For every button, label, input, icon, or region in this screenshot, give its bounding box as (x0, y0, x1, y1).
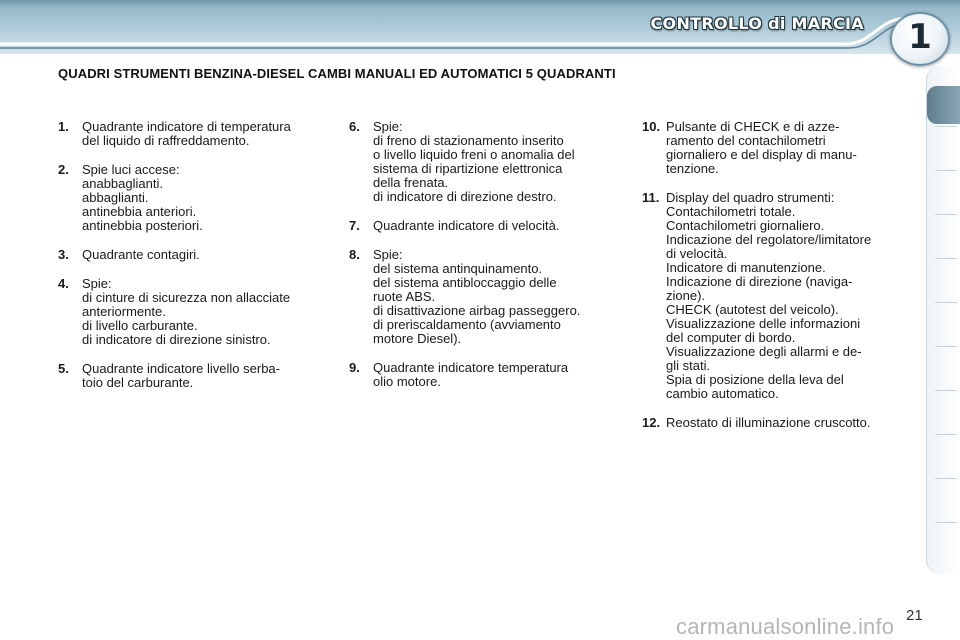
legend-item-text: Visualizzazione degli allarmi e de- (666, 344, 862, 359)
legend-item-text: del sistema antibloccaggio delle (373, 275, 557, 290)
legend-item-text: Quadrante contagiri. (82, 247, 200, 262)
chapter-tab[interactable] (935, 390, 957, 391)
chapter-tab[interactable] (935, 434, 957, 435)
legend-item-number: 10. (642, 119, 661, 134)
legend-item-text: di disattivazione airbag passeggero. (373, 303, 581, 318)
header-swoosh (0, 0, 960, 70)
legend-item-text: Indicatore di manutenzione. (666, 260, 826, 275)
legend-item-number: 1. (58, 119, 69, 134)
legend-item-text: giornaliero e del display di manu- (666, 147, 857, 162)
legend-item-text: Visualizzazione delle informazioni (666, 316, 861, 331)
chapter-tab-active[interactable] (927, 86, 960, 124)
legend-item-text: di indicatore di direzione sinistro. (82, 332, 271, 347)
legend-item (349, 361, 611, 389)
legend-item-number: 12. (642, 415, 661, 430)
legend-item-text: anteriormente. (82, 304, 166, 319)
legend-item-number: 6. (349, 119, 360, 134)
legend-item (349, 120, 611, 204)
legend-item-text: zione). (666, 288, 706, 303)
legend-item (642, 191, 904, 401)
chapter-title: CONTROLLO di MARCIA (650, 14, 864, 33)
legend-item-text: Quadrante indicatore di temperatura (82, 119, 291, 134)
chapter-tab[interactable] (935, 258, 957, 259)
chapter-tab[interactable] (935, 478, 957, 479)
legend-item-number: 8. (349, 247, 360, 262)
legend-item-text: Quadrante indicatore di velocità. (373, 218, 560, 233)
watermark: carmanualsonline.info (676, 614, 895, 639)
legend-item-text: toio del carburante. (82, 375, 194, 390)
legend-item (349, 248, 611, 346)
legend-item-text: di indicatore di direzione destro. (373, 189, 557, 204)
legend-item-text: antinebbia anteriori. (82, 204, 197, 219)
legend-column-1 (58, 120, 320, 405)
legend-item (58, 163, 320, 233)
legend-item-text: Quadrante indicatore livello serba- (82, 361, 280, 376)
legend-item-text: Spie: (82, 276, 112, 291)
page-title: QUADRI STRUMENTI BENZINA-DIESEL CAMBI MANUALI ED AUTOMATICI 5 QUADRANTI (58, 66, 616, 81)
legend-item-text: ramento del contachilometri (666, 133, 826, 148)
legend-item-text: di freno di stazionamento inserito (373, 133, 564, 148)
legend-item-number: 2. (58, 162, 69, 177)
legend-item-text: antinebbia posteriori. (82, 218, 203, 233)
legend-item-number: 5. (58, 361, 69, 376)
chapter-tab[interactable] (935, 170, 957, 171)
legend-item-text: gli stati. (666, 358, 711, 373)
legend-item-text: Indicazione di direzione (naviga- (666, 274, 853, 289)
legend-item (58, 120, 320, 148)
legend-item-text: Contachilometri giornaliero. (666, 218, 825, 233)
legend-item-text: Spia di posizione della leva del (666, 372, 844, 387)
chapter-tab[interactable] (935, 522, 957, 523)
legend-item-number: 9. (349, 360, 360, 375)
chapter-tab[interactable] (935, 302, 957, 303)
chapter-badge (890, 12, 950, 66)
legend-item-text: della frenata. (373, 175, 449, 190)
legend-item-text: Indicazione del regolatore/limitatore (666, 232, 872, 247)
legend-item-text: Reostato di illuminazione cruscotto. (666, 415, 871, 430)
legend-item-number: 3. (58, 247, 69, 262)
legend-item-text: ruote ABS. (373, 289, 436, 304)
legend-item (642, 416, 904, 430)
legend-item-text: di livello carburante. (82, 318, 198, 333)
legend-item-text: Contachilometri totale. (666, 204, 796, 219)
legend-item-text: anabbaglianti. (82, 176, 163, 191)
legend-item-text: tenzione. (666, 161, 719, 176)
chapter-tab[interactable] (935, 346, 957, 347)
chapter-number: 1 (908, 17, 932, 57)
legend-item-text: Pulsante di CHECK e di azze- (666, 119, 840, 134)
legend-item-number: 11. (642, 190, 660, 205)
legend-item-text: di cinture di sicurezza non allacciate (82, 290, 291, 305)
legend-item-text: di preriscaldamento (avviamento (373, 317, 561, 332)
legend-item-text: Display del quadro strumenti: (666, 190, 835, 205)
legend-item-text: Spie: (373, 119, 403, 134)
legend-item (642, 120, 904, 176)
legend-item (58, 362, 320, 390)
legend-item-number: 4. (58, 276, 69, 291)
legend-item-text: Quadrante indicatore temperatura (373, 360, 569, 375)
legend-item-text: motore Diesel). (373, 331, 462, 346)
legend-item (349, 219, 611, 233)
legend-column-3 (642, 120, 904, 445)
legend-item-text: abbaglianti. (82, 190, 149, 205)
legend-item-text: olio motore. (373, 374, 441, 389)
legend-item-text: o livello liquido freni o anomalia del (373, 147, 575, 162)
legend-item (58, 248, 320, 262)
chapter-tab[interactable] (935, 126, 957, 127)
legend-item-text: del sistema antinquinamento. (373, 261, 543, 276)
page-number: 21 (906, 607, 923, 624)
legend-column-2 (349, 120, 611, 404)
legend-item-text: sistema di ripartizione elettronica (373, 161, 563, 176)
legend-item-number: 7. (349, 218, 360, 233)
legend-item-text: di velocità. (666, 246, 728, 261)
legend-item-text: cambio automatico. (666, 386, 779, 401)
legend-item-text: Spie luci accese: (82, 162, 180, 177)
legend-item-text: del computer di bordo. (666, 330, 796, 345)
legend-item-text: Spie: (373, 247, 403, 262)
legend-item-text: del liquido di raffreddamento. (82, 133, 250, 148)
legend-item-text: CHECK (autotest del veicolo). (666, 302, 839, 317)
legend-item (58, 277, 320, 347)
chapter-tab[interactable] (935, 214, 957, 215)
chapter-tabs (926, 66, 960, 574)
